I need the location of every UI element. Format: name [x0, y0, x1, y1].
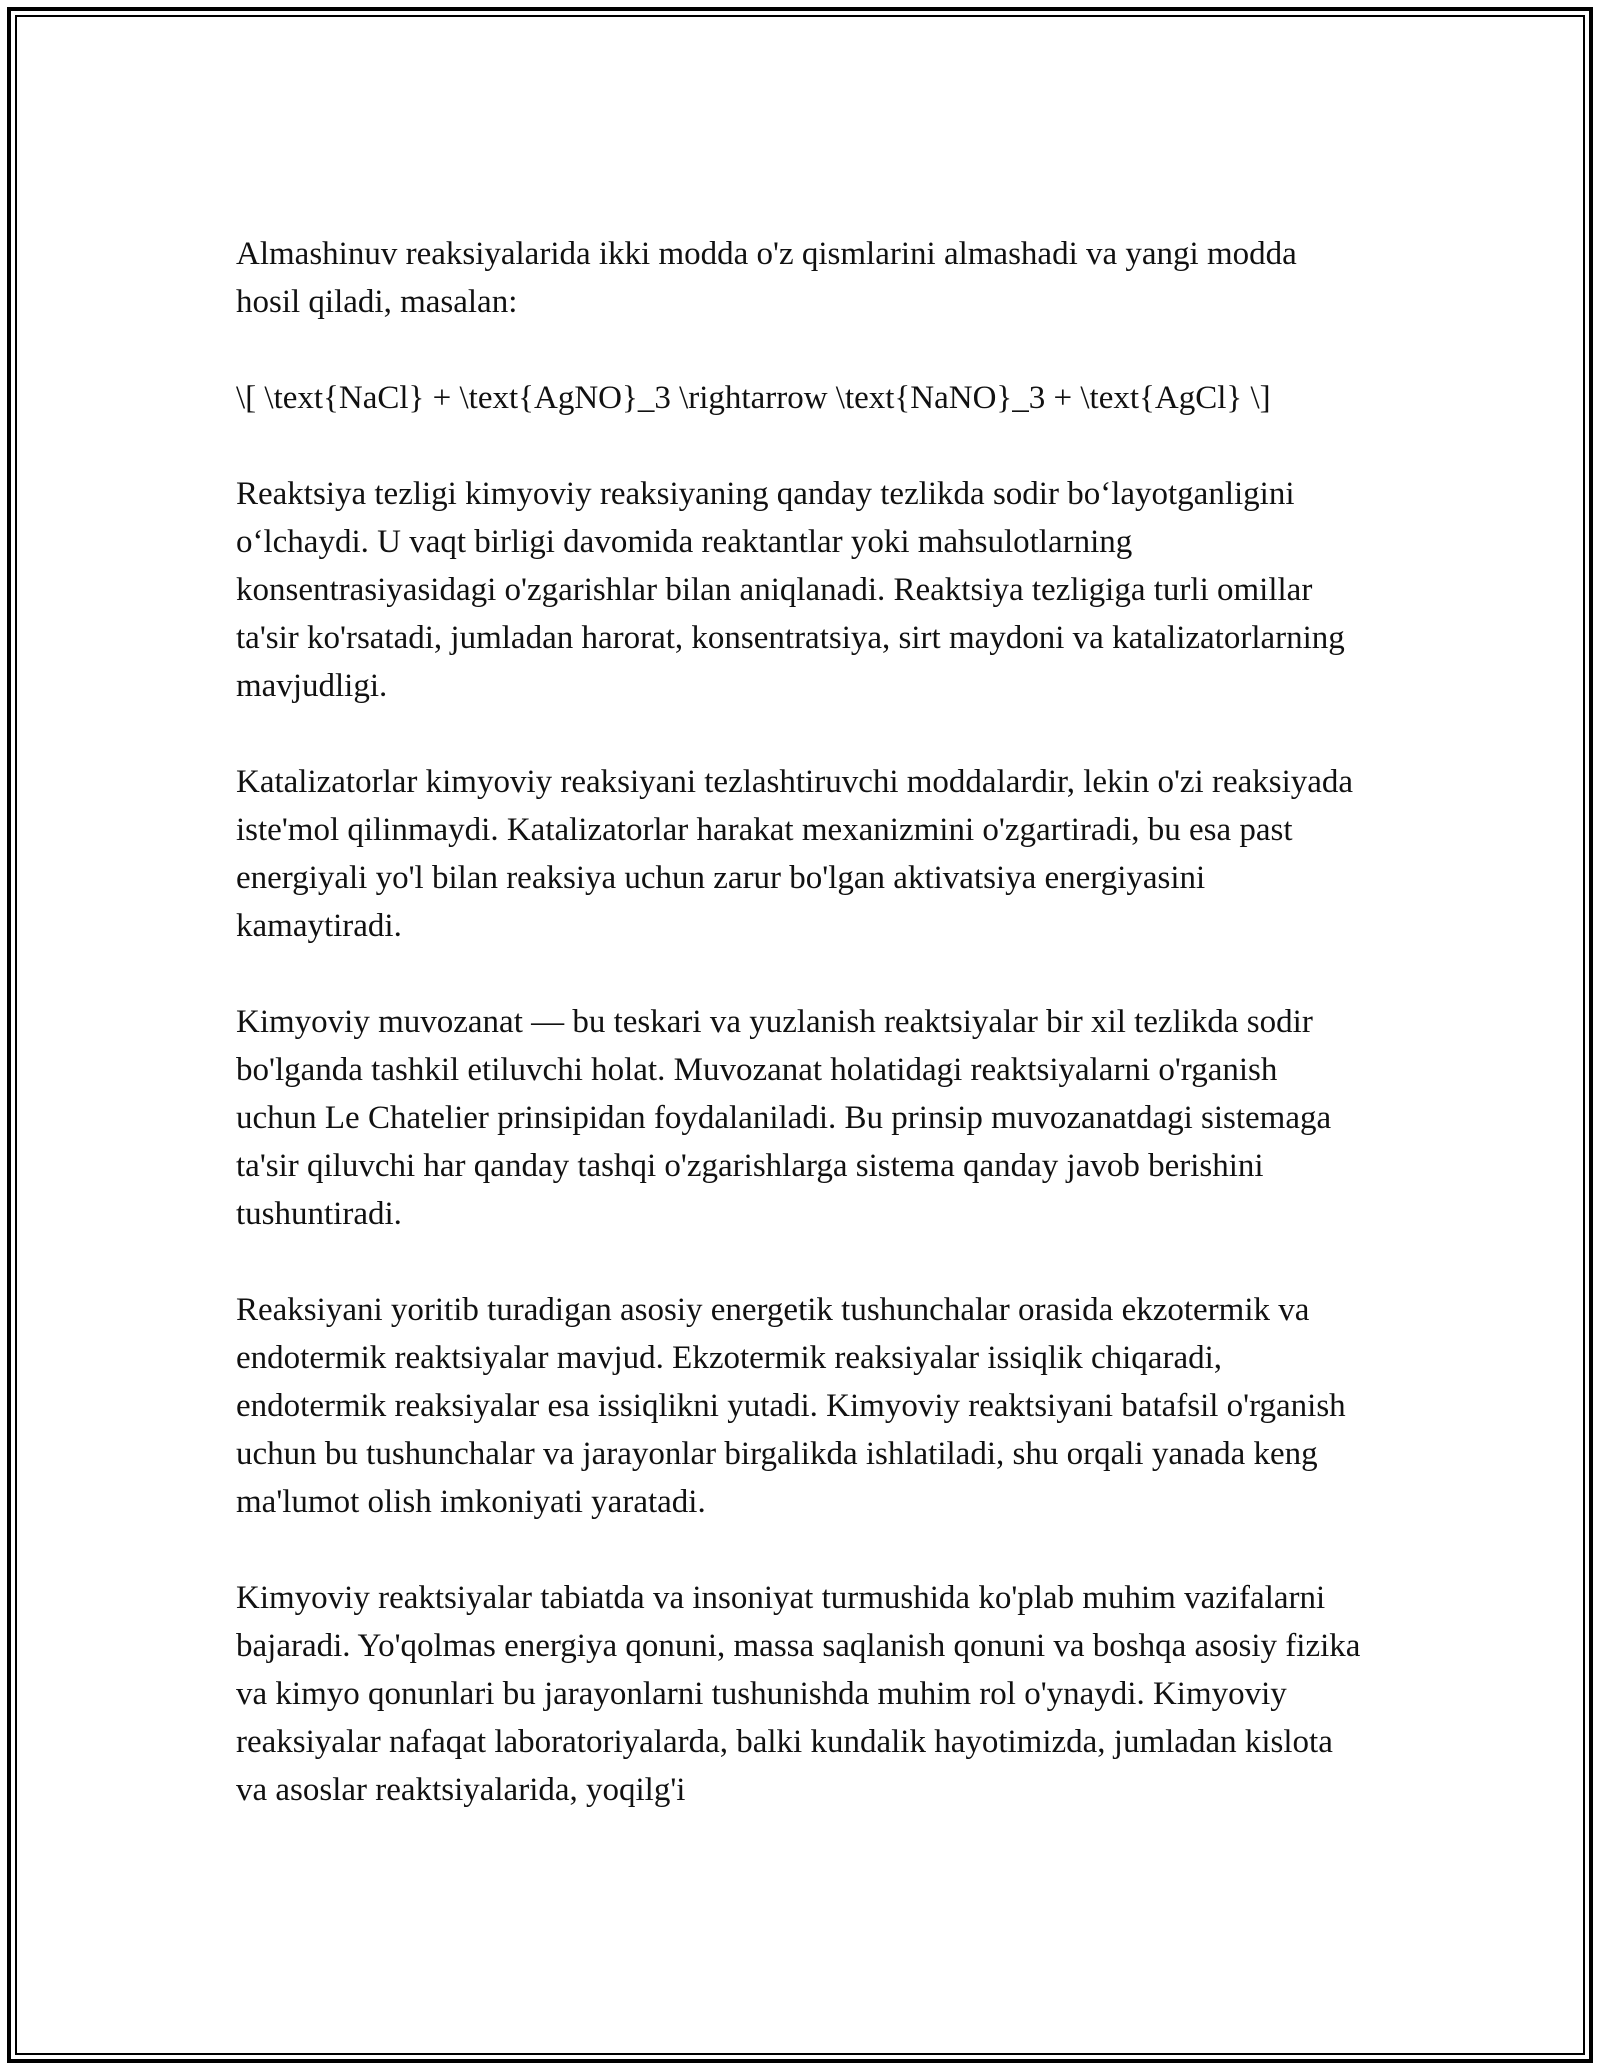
paragraph-reactions-in-nature: Kimyoviy reaktsiyalar tabiatda va insoniyat turmushida ko'plab muhim vazifalarni bajaradi. Yo'qolmas energiya qonuni, massa saqlanish qonuni va boshqa asosiy fizika va kimyo qonunlari bu jarayonlarni tushunishda muhim rol o'ynaydi. Kimyoviy reaksiyalar nafaqat laboratoriyalarda, balki kundalik hayotimizda, jumladan kislota va asoslar reaktsiyalarida, yoqilg'i — [236, 1580, 1361, 1808]
paragraph-exchange-reactions: Almashinuv reaksiyalarida ikki modda o'z qismlarini almashadi va yangi modda hosil qiladi, masalan: — [236, 236, 1297, 320]
paragraph-reaction-rate: Reaktsiya tezligi kimyoviy reaksiyaning qanday tezlikda sodir bo‘layotganligini o‘lchaydi. U vaqt birligi davomida reaktantlar yoki mahsulotlarning konsentrasiyasidagi o'zgarishlar bilan aniqlanadi. Reaktsiya tezligiga turli omillar ta'sir ko'rsatadi, jumladan harorat, konsentratsiya, sirt maydoni va katalizatorlarning mavjudligi. — [236, 476, 1345, 704]
paragraph-chemical-equilibrium: Kimyoviy muvozanat — bu teskari va yuzlanish reaktsiyalar bir xil tezlikda sodir bo'lganda tashkil etiluvchi holat. Muvozanat holatidagi reaktsiyalarni o'rganish uchun Le Chatelier prinsipidan foydalaniladi. Bu prinsip muvozanatdagi sistemaga ta'sir qiluvchi har qanday tashqi o'zgarishlarga sistema qanday javob berishini tushuntiradi. — [236, 1004, 1332, 1232]
paragraph-catalysts: Katalizatorlar kimyoviy reaksiyani tezlashtiruvchi moddalardir, lekin o'zi reaksiyada iste'mol qilinmaydi. Katalizatorlar harakat mexanizmini o'zgartiradi, bu esa past energiyali yo'l bilan reaksiya uchun zarur bo'lgan aktivatsiya energiyasini kamaytiradi. — [236, 764, 1354, 944]
paragraph-equation: \[ \text{NaCl} + \text{AgNO}_3 \rightarrow \text{NaNO}_3 + \text{AgCl} \] — [236, 380, 1271, 416]
paragraph-energetics: Reaksiyani yoritib turadigan asosiy energetik tushunchalar orasida ekzotermik va endotermik reaktsiyalar mavjud. Ekzotermik reaksiyalar issiqlik chiqaradi, endotermik reaksiyalar esa issiqlikni yutadi. Kimyoviy reaktsiyani batafsil o'rganish uchun bu tushunchalar va jarayonlar birgalikda ishlatiladi, shu orqali yanada keng ma'lumot olish imkoniyati yaratadi. — [236, 1292, 1346, 1520]
document-body — [236, 230, 1366, 1814]
